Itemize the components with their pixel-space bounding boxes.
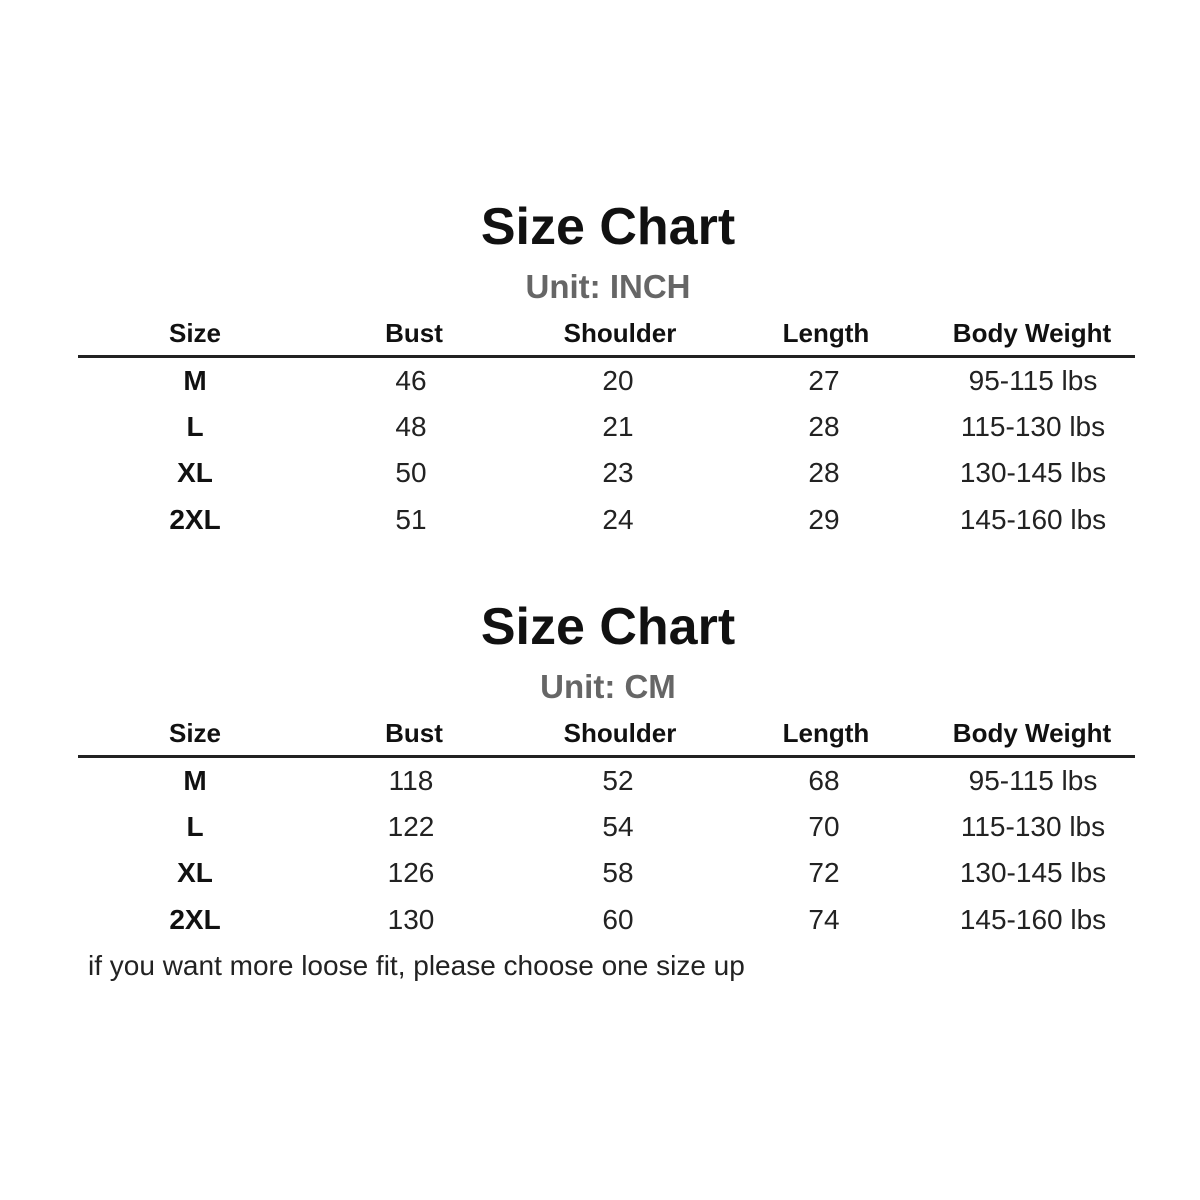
table-row — [0, 359, 1200, 403]
header-body-weight: Body Weight — [952, 718, 1112, 748]
header-body-weight: Body Weight — [952, 318, 1112, 348]
cell-shoulder: 24 — [602, 504, 634, 535]
cell-bust: 122 — [387, 811, 435, 842]
cell-size: L — [186, 411, 204, 442]
cell-bust: 118 — [388, 765, 434, 796]
cell-bust: 130 — [387, 904, 435, 935]
cell-size: XL — [177, 457, 213, 488]
cell-size: 2XL — [169, 904, 221, 935]
chart-title: Size Chart — [480, 598, 736, 656]
cell-shoulder: 60 — [602, 904, 634, 935]
cell-shoulder: 54 — [602, 811, 634, 842]
cell-body-weight: 130-145 lbs — [959, 857, 1107, 888]
cell-size: M — [183, 365, 207, 396]
cell-bust: 126 — [387, 857, 435, 888]
table-header — [0, 313, 1200, 353]
cell-length: 70 — [808, 811, 840, 842]
header-length: Length — [782, 718, 870, 748]
cell-body-weight: 145-160 lbs — [959, 904, 1107, 935]
table-row — [0, 805, 1200, 849]
cell-body-weight: 115-130 lbs — [960, 411, 1106, 442]
table-row — [0, 898, 1200, 942]
cell-length: 68 — [808, 765, 840, 796]
cell-bust: 51 — [395, 504, 427, 535]
header-size: Size — [168, 718, 222, 748]
cell-size: M — [183, 765, 207, 796]
cell-size: 2XL — [169, 504, 221, 535]
cell-shoulder: 23 — [602, 457, 634, 488]
table-header — [0, 713, 1200, 753]
header-shoulder: Shoulder — [563, 718, 677, 748]
table-row — [0, 759, 1200, 803]
table-row — [0, 405, 1200, 449]
cell-shoulder: 20 — [602, 365, 634, 396]
cell-bust: 50 — [395, 457, 427, 488]
cell-bust: 46 — [395, 365, 427, 396]
unit-label: Unit: INCH — [525, 268, 691, 305]
cell-length: 28 — [808, 457, 840, 488]
cell-length: 74 — [808, 904, 840, 935]
cell-body-weight: 130-145 lbs — [959, 457, 1107, 488]
fit-note: if you want more loose fit, please choose one size up — [88, 950, 745, 981]
cell-length: 28 — [808, 411, 840, 442]
unit-label: Unit: CM — [540, 668, 676, 705]
header-bust: Bust — [385, 718, 443, 748]
table-row — [0, 851, 1200, 895]
cell-shoulder: 52 — [602, 765, 634, 796]
cell-shoulder: 21 — [602, 411, 634, 442]
header-divider — [78, 355, 1135, 358]
header-divider — [78, 755, 1135, 758]
cell-bust: 48 — [395, 411, 427, 442]
cell-shoulder: 58 — [602, 857, 634, 888]
cell-size: XL — [177, 857, 213, 888]
cell-body-weight: 115-130 lbs — [960, 811, 1106, 842]
cell-body-weight: 95-115 lbs — [968, 365, 1098, 396]
header-shoulder: Shoulder — [563, 318, 677, 348]
cell-length: 27 — [808, 365, 840, 396]
header-length: Length — [782, 318, 870, 348]
cell-length: 29 — [808, 504, 840, 535]
header-bust: Bust — [385, 318, 443, 348]
table-row — [0, 498, 1200, 542]
cell-length: 72 — [808, 857, 840, 888]
table-row — [0, 451, 1200, 495]
cell-size: L — [186, 811, 204, 842]
header-size: Size — [168, 318, 222, 348]
chart-title: Size Chart — [480, 198, 736, 256]
cell-body-weight: 95-115 lbs — [968, 765, 1098, 796]
cell-body-weight: 145-160 lbs — [959, 504, 1107, 535]
